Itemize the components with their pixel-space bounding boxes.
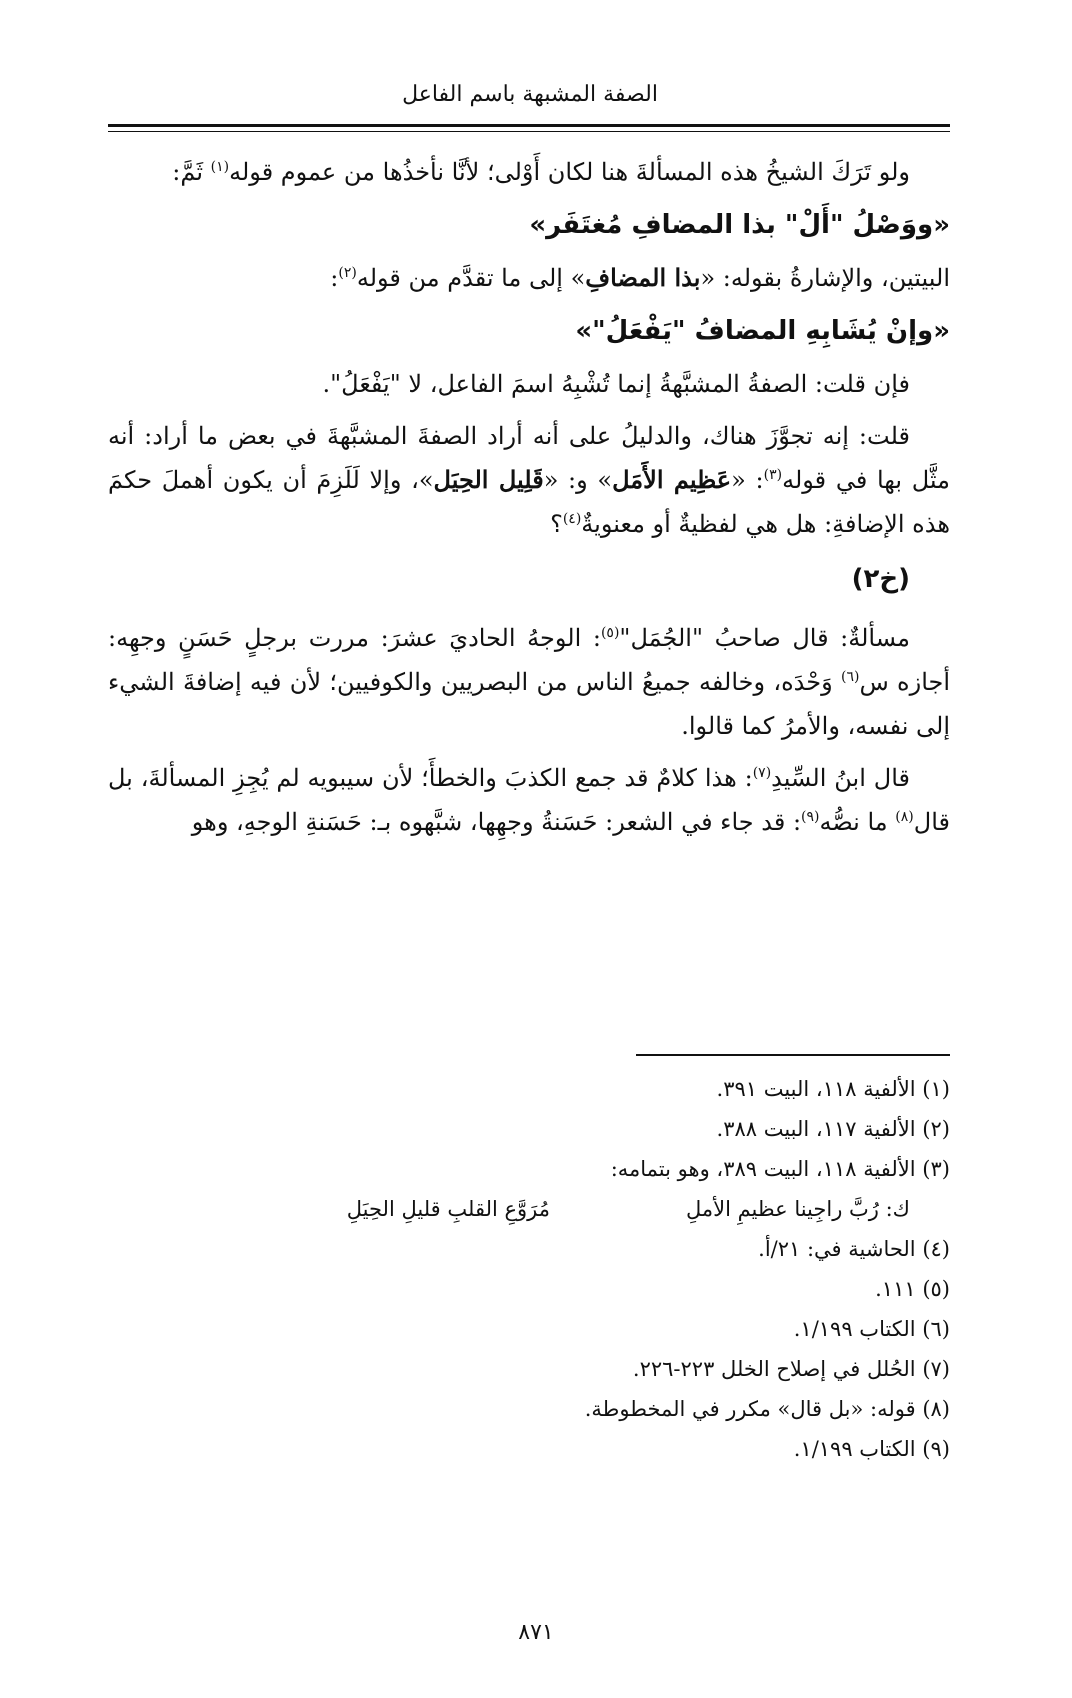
header-rule-thick — [108, 124, 950, 127]
footnote-separator — [636, 1054, 950, 1056]
paragraph-6-text-a: قال ابنُ السِّيدِ — [771, 764, 910, 792]
page-number: ٨٧١ — [518, 1620, 554, 1645]
paragraph-6-text-b: : هذا كلامٌ قد جمع الكذبَ والخطأَ؛ لأن سيبويه لم يُجِزِ المسألةَ، بل قال — [108, 764, 950, 836]
footnote-ref-3: (٣) — [763, 467, 783, 483]
paragraph-4-text-a: قلت: إنه تجوَّزَ هناك، والدليلُ على أنه أراد الصفةَ المشبَّهةَ في بعض ما أراد: أنه مثَّل بها في قوله — [108, 422, 950, 494]
paragraph-6-text-d: : قد جاء في الشعر: حَسَنةُ وجهِها، شبَّهوه بـ: حَسَنةِ الوجهِ، وهو — [191, 808, 802, 836]
footnote-4: (٤) الحاشية في: ٢١/أ. — [758, 1237, 950, 1261]
paragraph-2-text-a: البيتين، والإشارةُ بقوله: « — [700, 264, 950, 292]
paragraph-5-text-a: مسألةٌ: قال صاحبُ "الجُمَل" — [619, 624, 910, 652]
footnote-ref-9: (٩) — [801, 809, 820, 825]
paragraph-4-bold-1: عَظِيم الأَمَل — [612, 465, 732, 494]
paragraph-6-text-c: ما نصُّه — [819, 808, 896, 836]
footnote-6: (٦) الكتاب ١/١٩٩. — [793, 1317, 950, 1341]
paragraph-2-bold: بذا المضافِ — [585, 263, 701, 292]
footnote-ref-6: (٦) — [840, 669, 860, 685]
footnote-2: (٢) الألفية ١١٧، البيت ٣٨٨. — [716, 1117, 950, 1141]
footnote-8: (٨) قوله: «بل قال» مكرر في المخطوطة. — [584, 1397, 950, 1421]
paragraph-1-tail: ثَمَّ: — [172, 158, 211, 186]
paragraph-4-text-d: »، وإلا لَلَزِمَ أن يكون أهملَ حكمَ هذه الإضافةِ: هل هي لفظيةٌ أو معنويةٌ — [108, 466, 950, 538]
footnote-9: (٩) الكتاب ١/١٩٩. — [793, 1437, 950, 1461]
footnote-5: (٥) ١١١. — [875, 1277, 950, 1301]
paragraph-5-text-b: : الوجهُ الحاديَ عشرَ: مررت برجلٍ حَسَنٍ وجهِه: أجازه س — [108, 624, 951, 696]
paragraph-2-tail: : — [330, 264, 339, 292]
footnote-7: (٧) الحُلل في إصلاح الخلل ٢٢٣-٢٢٦. — [632, 1357, 950, 1381]
manuscript-marker: (خ٢) — [851, 564, 910, 594]
verse-2: «وإنْ يُشَابِهِ المضافُ "يَفْعَلُ"» — [575, 316, 950, 346]
paragraph-5 — [108, 616, 950, 748]
footnote-ref-8: (٨) — [895, 809, 914, 825]
paragraph-4-text-c: » و: « — [543, 466, 613, 494]
main-text — [108, 150, 950, 852]
footnote-ref-4: (٤) — [562, 511, 582, 527]
paragraph-1-text: ولو تَرَكَ الشيخُ هذه المسألةَ هنا لكان أَوْلى؛ لأنَّا نأخذُها من عموم قوله — [229, 158, 910, 186]
paragraph-2 — [108, 256, 950, 300]
paragraph-1 — [108, 150, 950, 194]
footnote-3: (٣) الألفية ١١٨، البيت ٣٨٩، وهو بتمامه: — [610, 1157, 950, 1181]
paragraph-3: فإن قلت: الصفةُ المشبَّهةُ إنما تُشْبِهُ اسمَ الفاعل، لا "يَفْعَلُ". — [322, 370, 910, 398]
paragraph-6 — [108, 756, 950, 844]
footnote-1: (١) الألفية ١١٨، البيت ٣٩١. — [716, 1077, 950, 1101]
poem-hemistich-1: ك: رُبَّ راجِينا عظيمِ الأملِ — [685, 1197, 910, 1221]
paragraph-2-text-b: » إلى ما تقدَّم من قوله — [356, 264, 586, 292]
footnote-3-poem — [108, 1190, 950, 1228]
footnote-ref-2: (٢) — [338, 265, 357, 281]
paragraph-4-bold-2: قَلِيل الحِيَل — [433, 465, 544, 494]
footnote-ref-7: (٧) — [752, 765, 772, 781]
footnote-ref-1: (١) — [210, 159, 230, 175]
paragraph-4-text-b: : « — [731, 466, 764, 494]
footnotes — [108, 1070, 950, 1470]
paragraph-4 — [108, 414, 950, 546]
header-rule-thin — [108, 131, 950, 132]
paragraph-5-text-c: وَحْدَه، وخالفه جميعُ الناس من البصريين والكوفيين؛ لأن فيه إضافةَ الشيء إلى نفسه، والأمرُ كما قالوا. — [108, 668, 950, 740]
poem-hemistich-2: مُرَوَّعِ القلبِ قليلِ الحِيَلِ — [346, 1197, 550, 1221]
paragraph-4-tail: ؟ — [550, 510, 563, 538]
verse-1: «ووَصْلُ "أَلْ" بذا المضافِ مُغتَفَر» — [529, 210, 950, 240]
footnote-ref-5: (٥) — [600, 625, 620, 641]
running-title: الصفة المشبهة باسم الفاعل — [402, 82, 658, 107]
